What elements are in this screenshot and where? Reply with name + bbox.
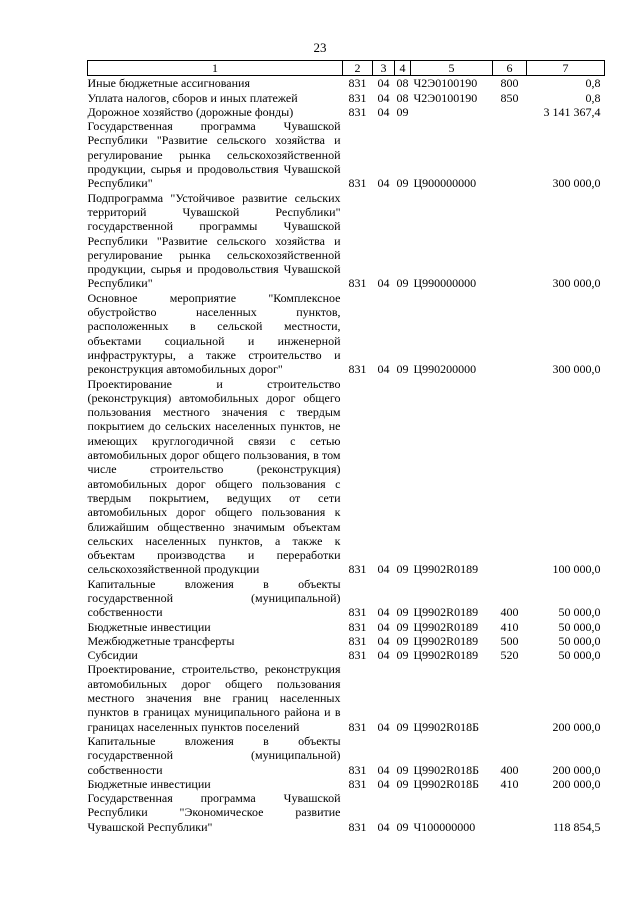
row-admin-code: 831: [348, 633, 367, 648]
row-expense-type: [493, 105, 527, 119]
row-description: Бюджетные инвестиции: [87, 619, 211, 634]
row-section: 04: [377, 762, 390, 777]
table-row: [88, 191, 605, 291]
row-expense-type: 520: [500, 648, 519, 663]
row-section: 04: [377, 648, 390, 663]
table-row: [88, 291, 605, 377]
table-row: [88, 377, 605, 577]
row-subsection: 09: [396, 762, 409, 777]
row-subsection: 09: [396, 176, 409, 191]
row-admin-code: 831: [348, 176, 367, 191]
row-expense-type: [493, 377, 527, 577]
row-admin-code: 831: [348, 819, 367, 834]
row-admin-code: 831: [348, 276, 367, 291]
row-expense-type: 410: [500, 776, 519, 791]
row-target-article: Ц900000000: [413, 176, 477, 191]
row-amount: 50 000,0: [558, 648, 601, 663]
row-description: Основное мероприятие "Комплексное обустройство населенных пунктов, расположенных в сельской местности, объектами социальной и инженерной инфраструктуры, а также строительство и реконструкция автомобильных дорог": [87, 290, 341, 377]
row-description: Капитальные вложения в объекты государственной (муниципальной) собственности: [87, 576, 341, 620]
table-row: [88, 734, 605, 777]
row-expense-type: 400: [500, 762, 519, 777]
row-subsection: 09: [396, 619, 409, 634]
row-target-article: Ц9902R0189: [413, 648, 479, 663]
table-body: [88, 76, 605, 834]
row-admin-code: 831: [348, 104, 367, 119]
table-row: [88, 105, 605, 119]
row-section: 04: [377, 562, 390, 577]
header-col-2: 2: [343, 61, 373, 76]
row-admin-code: 831: [348, 362, 367, 377]
table-row: [88, 634, 605, 648]
row-expense-type: 410: [500, 619, 519, 634]
row-amount: 50 000,0: [558, 633, 601, 648]
row-target-article: Ц9902R018Б: [413, 719, 480, 734]
row-description: Проектирование, строительство, реконструкция автомобильных дорог общего пользования местного значения вне границ населенных пунктов в границах муниципального района и в границах населенных пунктов поселений: [87, 662, 341, 734]
row-admin-code: 831: [348, 719, 367, 734]
row-target-article: Ц9902R0189: [413, 619, 479, 634]
row-section: 04: [377, 276, 390, 291]
row-amount: 50 000,0: [558, 605, 601, 620]
row-section: 04: [377, 633, 390, 648]
table-row: [88, 76, 605, 91]
table-header: [88, 61, 605, 76]
row-description: Иные бюджетные ассигнования: [87, 76, 250, 91]
header-col-1: 1: [88, 61, 343, 76]
row-section: 04: [377, 619, 390, 634]
row-subsection: 09: [396, 648, 409, 663]
row-amount: 200 000,0: [552, 762, 601, 777]
row-section: 04: [377, 819, 390, 834]
row-subsection: 09: [396, 633, 409, 648]
table-row: [88, 648, 605, 662]
row-subsection: 09: [396, 562, 409, 577]
row-target-article: Ч100000000: [413, 819, 476, 834]
row-expense-type: [493, 662, 527, 733]
row-section: 04: [377, 90, 390, 105]
page-number: 23: [313, 40, 327, 55]
header-col-7: 7: [527, 61, 605, 76]
row-description: Межбюджетные трансферты: [87, 633, 235, 648]
row-description: Дорожное хозяйство (дорожные фонды): [87, 104, 294, 119]
row-target-article: Ч2Э0100190: [413, 76, 478, 91]
row-expense-type: 500: [500, 633, 519, 648]
row-target-article: Ц9902R0189: [413, 633, 479, 648]
table-row: [88, 119, 605, 190]
row-expense-type: [493, 191, 527, 291]
row-subsection: 09: [396, 362, 409, 377]
row-description: Государственная программа Чувашской Республики "Развитие сельского хозяйства и регулирование рынка сельскохозяйственной продукции, сырья и продовольствия Чувашской Республики": [87, 119, 341, 191]
row-description: Бюджетные инвестиции: [87, 776, 211, 791]
row-amount: 100 000,0: [552, 562, 601, 577]
header-col-6: 6: [493, 61, 527, 76]
header-col-4: 4: [395, 61, 411, 76]
row-target-article: Ц9902R0189: [413, 605, 479, 620]
row-description: Уплата налогов, сборов и иных платежей: [87, 90, 298, 105]
row-target-article: Ч2Э0100190: [413, 90, 478, 105]
row-section: 04: [377, 176, 390, 191]
row-amount: 0,8: [585, 76, 601, 91]
row-subsection: 09: [396, 776, 409, 791]
row-subsection: 09: [396, 719, 409, 734]
row-target-article: Ц9902R0189: [413, 562, 479, 577]
row-description: Государственная программа Чувашской Республики "Экономическое развитие Чувашской Республики": [87, 791, 341, 834]
row-amount: 300 000,0: [552, 362, 601, 377]
table-row: [88, 791, 605, 834]
row-expense-type: 800: [500, 76, 519, 91]
row-section: 04: [377, 76, 390, 91]
row-amount: 3 141 367,4: [543, 104, 601, 119]
row-section: 04: [377, 362, 390, 377]
row-section: 04: [377, 605, 390, 620]
row-admin-code: 831: [348, 776, 367, 791]
table-row: [88, 91, 605, 105]
row-admin-code: 831: [348, 619, 367, 634]
row-expense-type: [493, 291, 527, 377]
table-row: [88, 577, 605, 620]
row-amount: 118 854,5: [552, 819, 601, 834]
row-admin-code: 831: [348, 562, 367, 577]
row-subsection: 09: [396, 605, 409, 620]
row-expense-type: 850: [500, 90, 519, 105]
row-expense-type: 400: [500, 605, 519, 620]
row-amount: 50 000,0: [558, 619, 601, 634]
row-target-article: Ц9902R018Б: [413, 776, 480, 791]
row-section: 04: [377, 776, 390, 791]
table-row: [88, 620, 605, 634]
row-admin-code: 831: [348, 605, 367, 620]
row-description: Подпрограмма "Устойчивое развитие сельских территорий Чувашской Республики" государственной программы Чувашской Республики "Развитие сельского хозяйства и регулирование рынка сельскохозяйственной продукции, сырья и продовольствия Чувашской Республики": [87, 190, 341, 291]
row-subsection: 09: [396, 104, 409, 119]
row-target-article: Ц990200000: [413, 362, 477, 377]
row-subsection: 08: [396, 76, 409, 91]
row-admin-code: 831: [348, 76, 367, 91]
row-admin-code: 831: [348, 90, 367, 105]
row-target-article: Ц9902R018Б: [413, 762, 480, 777]
row-amount: 0,8: [585, 90, 601, 105]
row-description: Проектирование и строительство (реконструкция) автомобильных дорог общего пользования местного значения с твердым покрытием до сельских населенных пунктов, не имеющих круглогодичной связи с сетью автомобильных дорог общего пользования, в том числе строительство (реконструкция) автомобильных дорог общего пользования с твердым покрытием, ведущих от сети автомобильных дорог общего пользования к ближайшим общественно значимым объектам сельских населенных пунктов, а также к объектам производства и переработки сельскохозяйственной продукции: [87, 376, 341, 577]
row-amount: 200 000,0: [552, 776, 601, 791]
row-subsection: 09: [396, 819, 409, 834]
row-expense-type: [493, 791, 527, 834]
row-admin-code: 831: [348, 762, 367, 777]
row-amount: 300 000,0: [552, 276, 601, 291]
row-subsection: 09: [396, 276, 409, 291]
row-target-article: [411, 105, 493, 119]
header-col-3: 3: [373, 61, 395, 76]
row-amount: 300 000,0: [552, 176, 601, 191]
header-col-5: 5: [411, 61, 493, 76]
row-admin-code: 831: [348, 648, 367, 663]
row-amount: 200 000,0: [552, 719, 601, 734]
table-row: [88, 777, 605, 791]
budget-table: [87, 60, 605, 834]
row-description: Капитальные вложения в объекты государственной (муниципальной) собственности: [87, 733, 341, 777]
row-target-article: Ц990000000: [413, 276, 477, 291]
row-section: 04: [377, 104, 390, 119]
row-section: 04: [377, 719, 390, 734]
row-description: Субсидии: [87, 648, 138, 663]
row-subsection: 08: [396, 90, 409, 105]
table-row: [88, 662, 605, 733]
row-expense-type: [493, 119, 527, 190]
